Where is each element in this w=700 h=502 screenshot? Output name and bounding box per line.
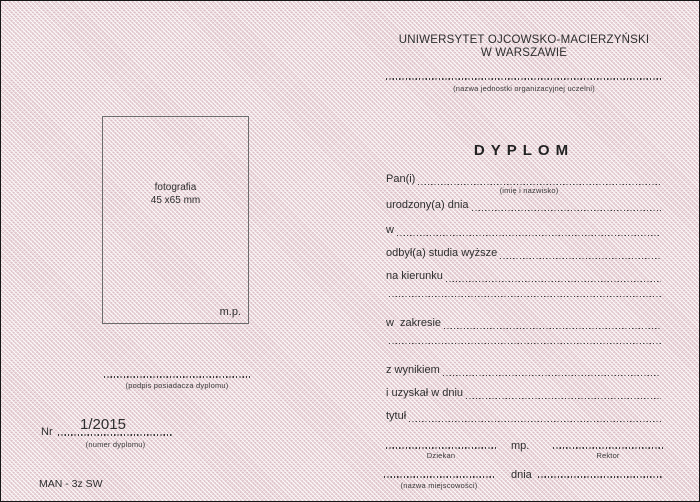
- place-name-caption: (nazwa miejscowości): [400, 481, 478, 490]
- field-label: na kierunku: [386, 270, 443, 282]
- diploma-number-caption: (numer dyplomu): [85, 440, 146, 449]
- fill-in-line: [397, 235, 661, 237]
- field-awarded-title: [386, 410, 661, 423]
- field-label: w zakresie: [386, 317, 442, 329]
- seal-place-label-left: m.p.: [219, 306, 241, 318]
- fill-in-line: [500, 258, 661, 260]
- fill-in-line: [389, 296, 661, 298]
- unit-name-caption: (nazwa jednostki organizacyjnej uczelni): [453, 84, 595, 93]
- fill-in-line: [389, 343, 661, 345]
- dean-label: Dziekan: [426, 451, 456, 460]
- field-specialty-continuation: [386, 332, 661, 345]
- seal-place-label-right: mp.: [511, 440, 530, 452]
- field-result: [386, 364, 661, 377]
- university-city: W WARSZAWIE: [480, 47, 568, 59]
- rector-label: Rektor: [596, 451, 620, 460]
- diploma-right-page: [384, 1, 664, 502]
- unit-name-line: [386, 78, 661, 80]
- fill-in-line: [446, 281, 661, 283]
- place-name-line: [384, 476, 494, 478]
- diploma-title: DYPLOM: [473, 142, 575, 159]
- fill-in-line: [444, 328, 661, 330]
- form-code: MAN - 3z SW: [39, 478, 103, 490]
- dean-signature-line: [386, 447, 496, 449]
- fill-in-line: [443, 375, 661, 377]
- field-label: tytuł: [386, 410, 407, 422]
- field-studies-completed: [386, 247, 661, 260]
- diploma-number-line: [58, 434, 173, 436]
- field-label: z wynikiem: [386, 364, 440, 376]
- field-award-date: [386, 387, 661, 400]
- field-label: Pan(i): [386, 173, 416, 185]
- field-label: w: [386, 224, 394, 236]
- diploma-number-label: Nr: [41, 426, 53, 438]
- field-specialty: [386, 317, 661, 330]
- field-birth-date: [386, 199, 661, 212]
- fill-in-line: [466, 398, 661, 400]
- date-label: dnia: [511, 469, 532, 481]
- photo-placeholder-box: [102, 116, 249, 324]
- field-label: urodzony(a) dnia: [386, 199, 469, 211]
- fill-in-line: [418, 184, 661, 186]
- holder-name-caption: (imię i nazwisko): [499, 186, 559, 195]
- fill-in-line: [409, 421, 661, 423]
- field-holder-name: [386, 173, 661, 186]
- holder-signature-line: [104, 376, 250, 378]
- field-major-continuation: [386, 285, 661, 298]
- date-line: [538, 476, 662, 478]
- rector-signature-line: [553, 447, 663, 449]
- field-label: odbył(a) studia wyższe: [386, 247, 498, 259]
- holder-signature-caption: (podpis posiadacza dyplomu): [125, 381, 229, 390]
- field-major: [386, 270, 661, 283]
- photo-placeholder-label: fotografia 45 x65 mm: [150, 182, 201, 206]
- field-label: i uzyskał w dniu: [386, 387, 464, 399]
- diploma-number-value: 1/2015: [80, 416, 126, 433]
- fill-in-line: [472, 210, 661, 212]
- university-name: UNIWERSYTET OJCOWSKO-MACIERZYŃSKI: [398, 34, 650, 46]
- field-birth-place: [386, 224, 661, 237]
